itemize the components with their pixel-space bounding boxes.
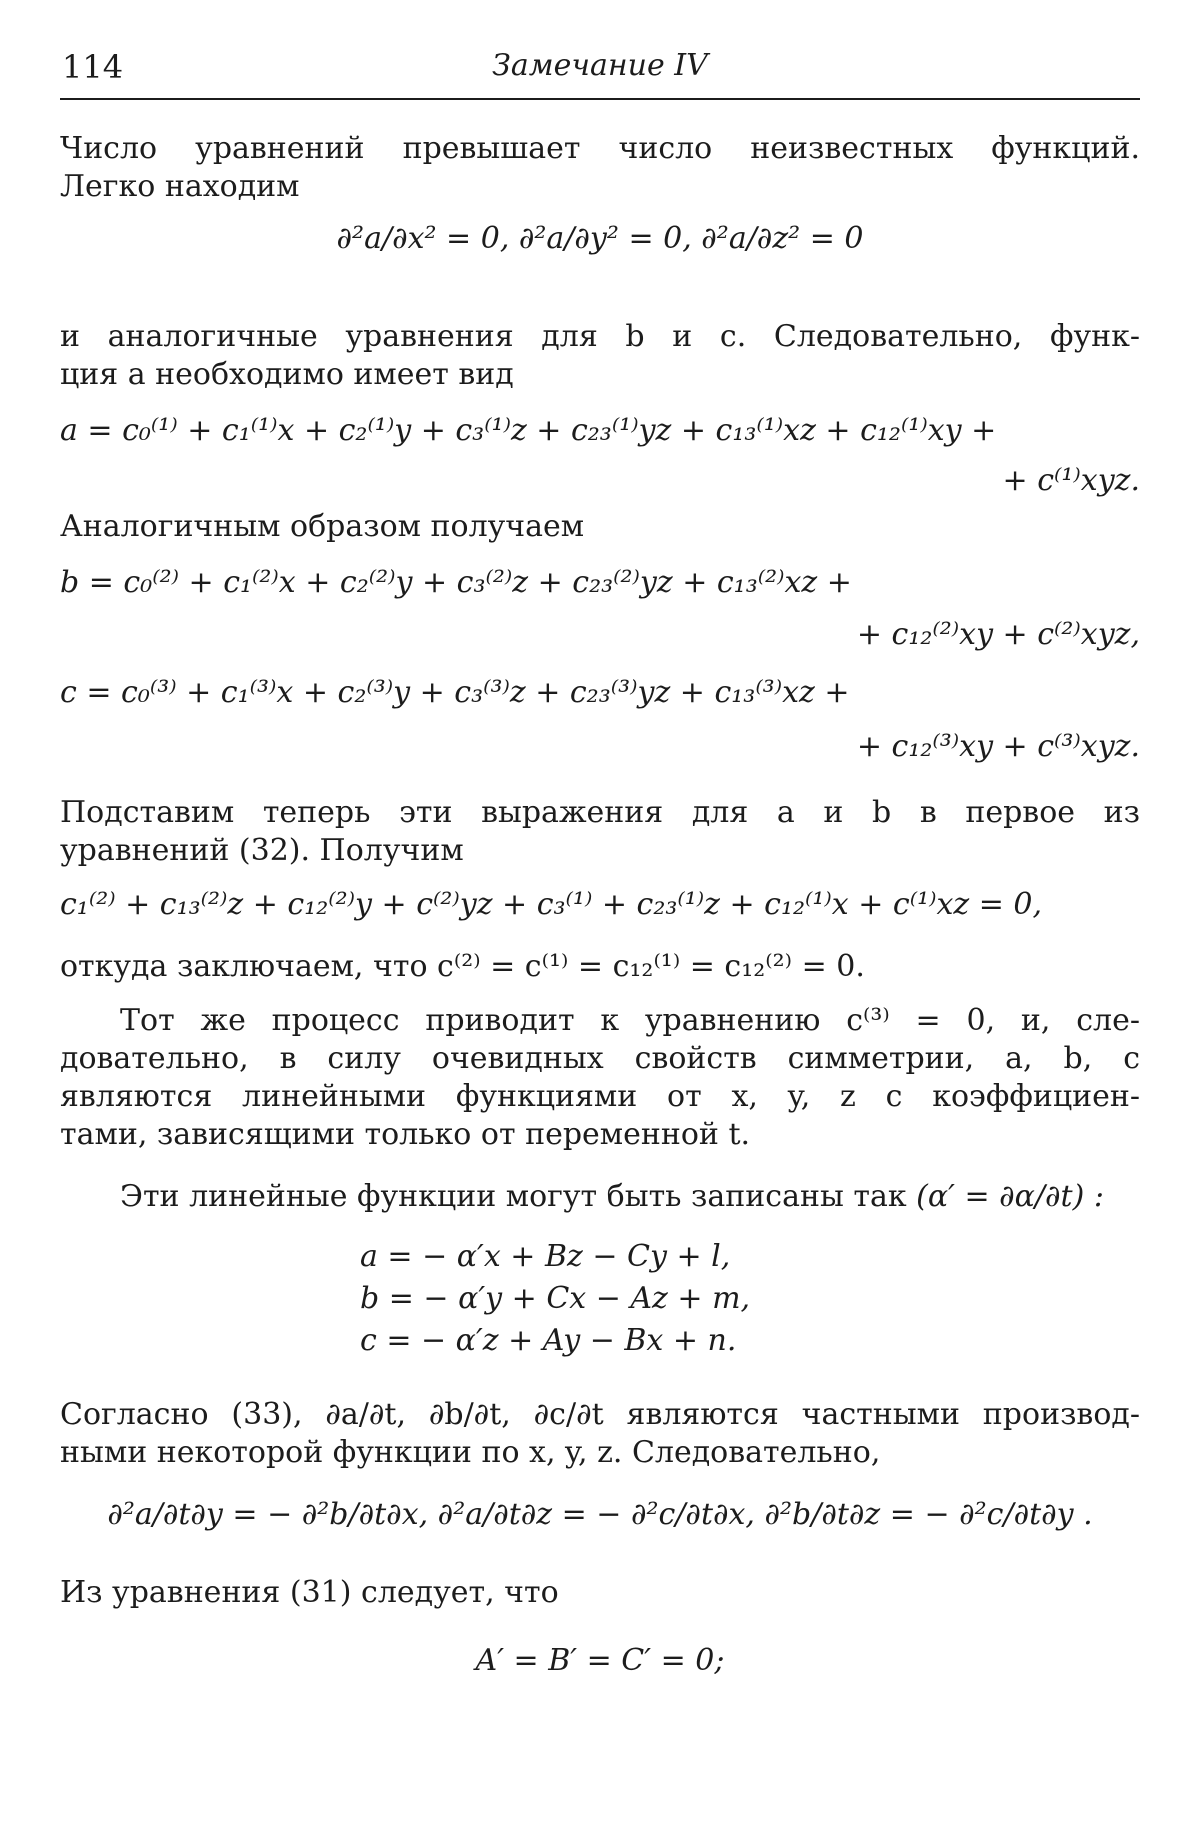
- paragraph-8-line-1: Согласно (33), ∂a/∂t, ∂b/∂t, ∂c/∂t являются частными производ-: [60, 1397, 1140, 1432]
- paragraph-6-line-2: довательно, в силу очевидных свойств симметрии, a, b, c: [60, 1041, 1140, 1076]
- paragraph-8-line-2: ными некоторой функции по x, y, z. Следовательно,: [60, 1435, 881, 1470]
- equation-substitution: c₁⁽²⁾ + c₁₃⁽²⁾z + c₁₂⁽²⁾y + c⁽²⁾yz + c₃⁽¹⁾ + c₂₃⁽¹⁾z + c₁₂⁽¹⁾x + c⁽¹⁾xz = 0,: [60, 887, 1043, 922]
- paragraph-1-line-2: Легко находим: [60, 169, 300, 204]
- paragraph-3: Аналогичным образом получаем: [60, 509, 585, 544]
- equation-a-line-2: + c⁽¹⁾xyz.: [1002, 463, 1140, 498]
- linear-function-c: c = − α′z + Ay − Bx + n.: [360, 1323, 737, 1358]
- page-number: 114: [62, 48, 124, 86]
- linear-function-b: b = − α′y + Cx − Az + m,: [360, 1281, 751, 1316]
- paragraph-4-line-2: уравнений (32). Получим: [60, 833, 464, 868]
- paragraph-7: [120, 1178, 1140, 1216]
- paragraph-2-line-2: ция a необходимо имеет вид: [60, 357, 514, 392]
- equation-b-line-1: b = c₀⁽²⁾ + c₁⁽²⁾x + c₂⁽²⁾y + c₃⁽²⁾z + c₂₃⁽²⁾yz + c₁₃⁽²⁾xz +: [60, 565, 852, 600]
- linear-function-a: a = − α′x + Bz − Cy + l,: [360, 1239, 731, 1274]
- final-equation: A′ = B′ = C′ = 0;: [475, 1643, 725, 1678]
- paragraph-6-line-3: являются линейными функциями от x, y, z с коэффициен-: [60, 1079, 1140, 1114]
- paragraph-2-line-1: и аналогичные уравнения для b и c. Следовательно, функ-: [60, 319, 1140, 354]
- alpha-prime-definition: (α′ = ∂α/∂t) :: [916, 1179, 1104, 1214]
- paragraph-6-line-1: Тот же процесс приводит к уравнению c⁽³⁾ = 0, и, сле-: [120, 1003, 1140, 1038]
- paragraph-9: Из уравнения (31) следует, что: [60, 1575, 559, 1610]
- paragraph-6-line-4: тами, зависящими только от переменной t.: [60, 1117, 751, 1152]
- equation-c-line-2: + c₁₂⁽³⁾xy + c⁽³⁾xyz.: [856, 729, 1140, 764]
- equation-c-line-1: c = c₀⁽³⁾ + c₁⁽³⁾x + c₂⁽³⁾y + c₃⁽³⁾z + c₂₃⁽³⁾yz + c₁₃⁽³⁾xz +: [60, 675, 850, 710]
- equation-a-line-1: a = c₀⁽¹⁾ + c₁⁽¹⁾x + c₂⁽¹⁾y + c₃⁽¹⁾z + c₂₃⁽¹⁾yz + c₁₃⁽¹⁾xz + c₁₂⁽¹⁾xy +: [60, 413, 997, 448]
- paragraph-7-text: Эти линейные функции могут быть записаны так: [120, 1179, 907, 1214]
- paragraph-4-line-1: Подставим теперь эти выражения для a и b в первое из: [60, 795, 1140, 830]
- equation-b-line-2: + c₁₂⁽²⁾xy + c⁽²⁾xyz,: [856, 617, 1140, 652]
- running-title: Замечание IV: [492, 48, 708, 83]
- paragraph-5: откуда заключаем, что c⁽²⁾ = c⁽¹⁾ = c₁₂⁽¹⁾ = c₁₂⁽²⁾ = 0.: [60, 949, 865, 984]
- header-rule: [60, 98, 1140, 100]
- paragraph-1-line-1: Число уравнений превышает число неизвестных функций.: [60, 131, 1140, 166]
- mixed-derivatives-equation: ∂²a/∂t∂y = − ∂²b/∂t∂x, ∂²a/∂t∂z = − ∂²c/∂t∂x, ∂²b/∂t∂z = − ∂²c/∂t∂y .: [107, 1497, 1093, 1532]
- equation-second-derivatives: ∂²a/∂x² = 0, ∂²a/∂y² = 0, ∂²a/∂z² = 0: [336, 221, 864, 256]
